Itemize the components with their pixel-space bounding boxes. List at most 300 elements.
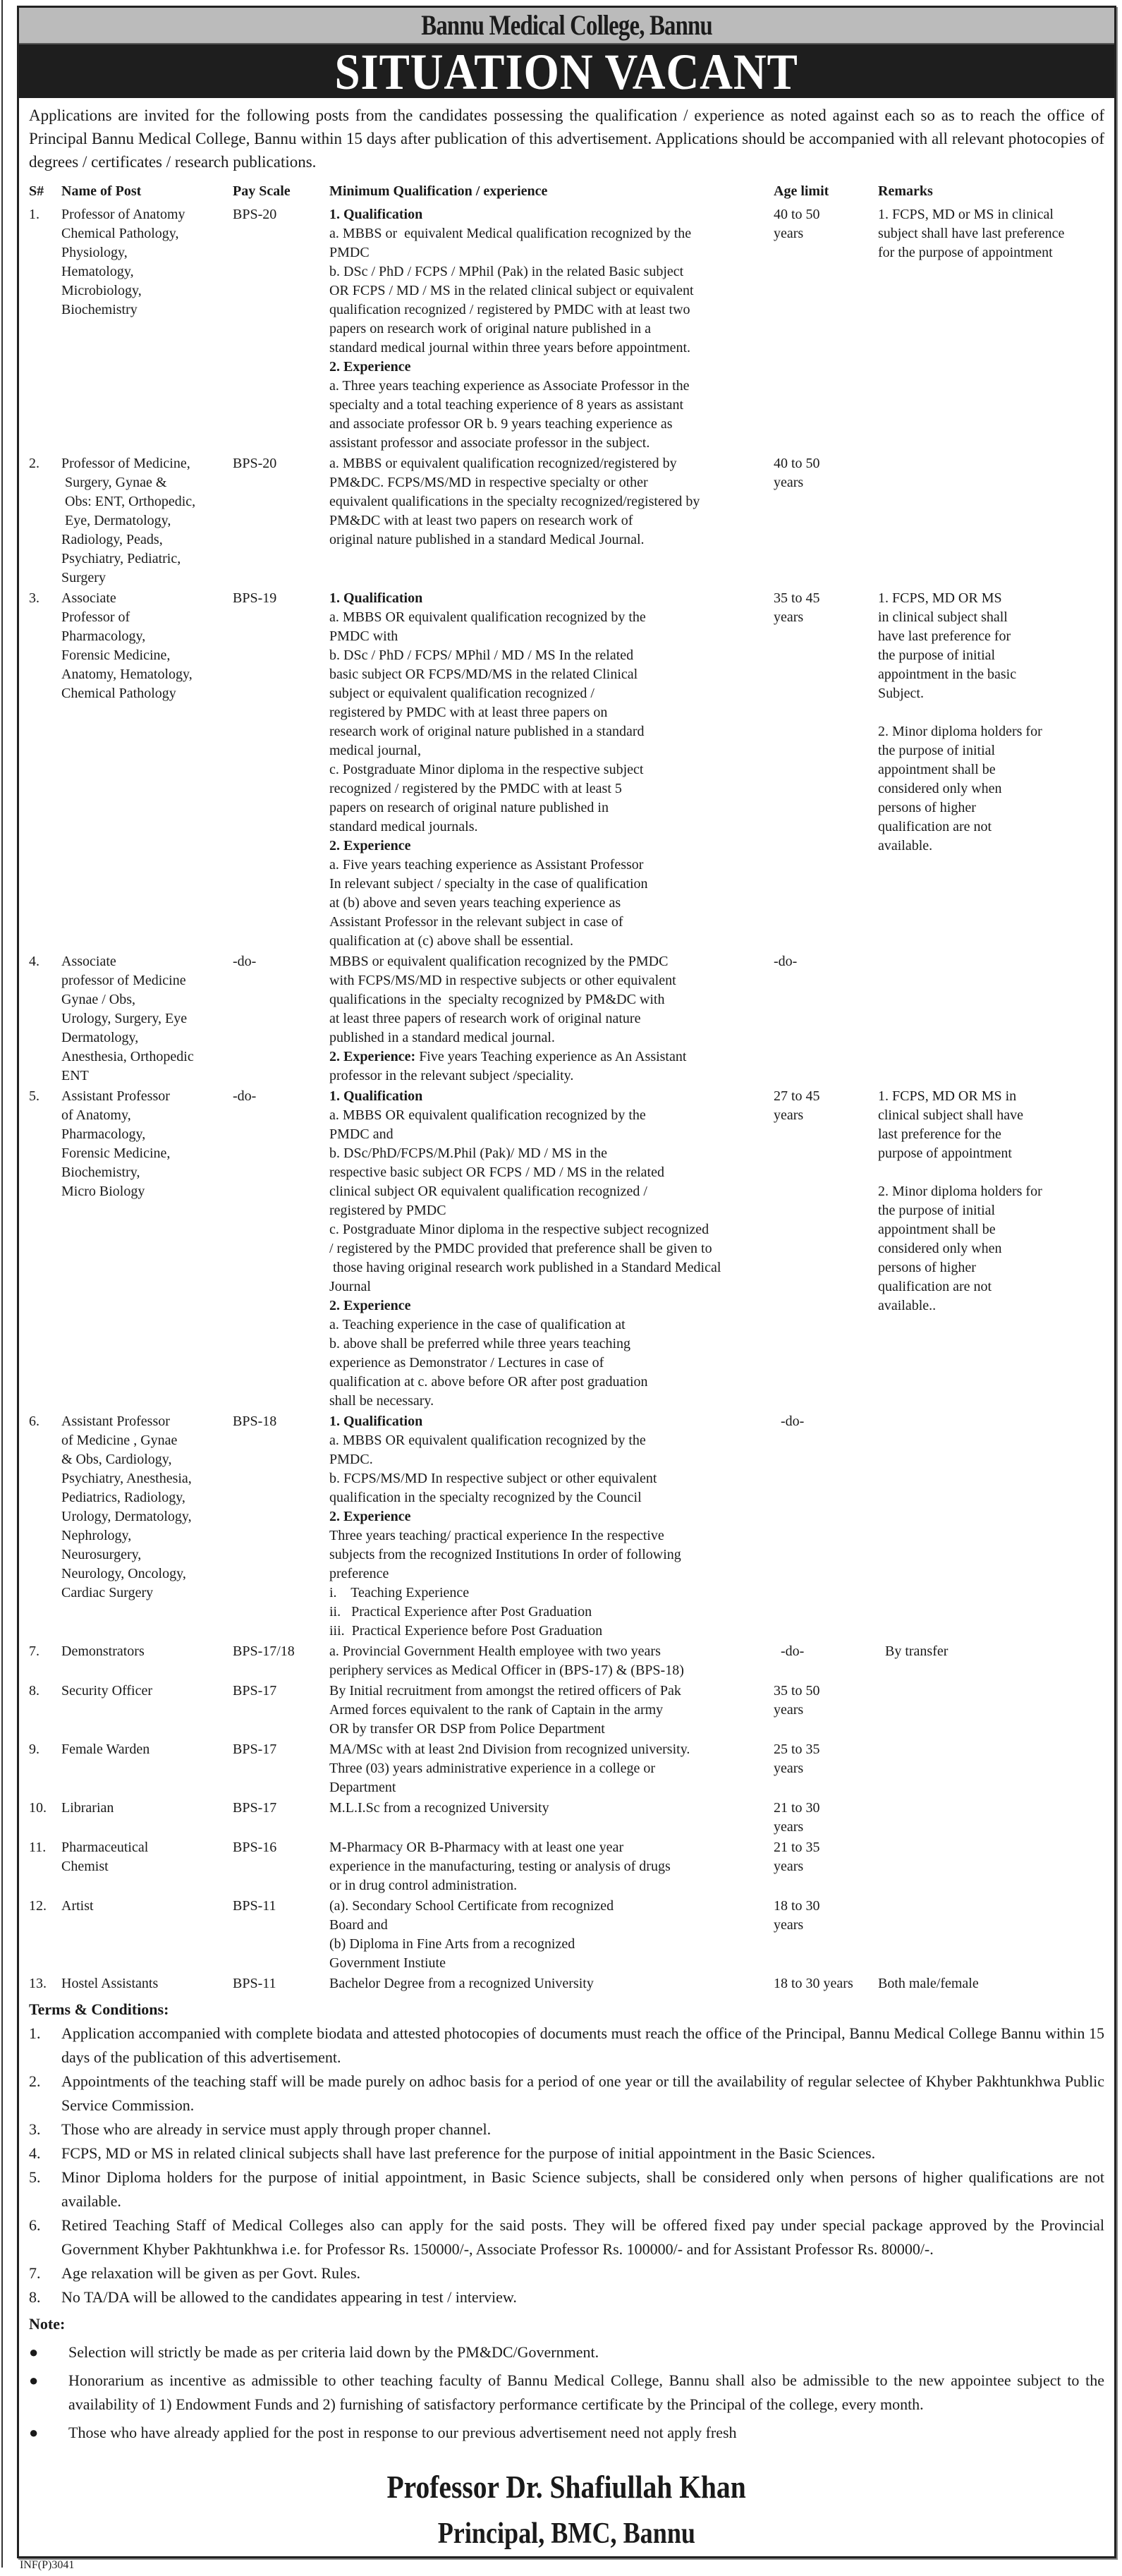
table-row [19, 205, 1114, 453]
qualification-line: respective basic subject OR FCPS / MD / MS in the related [329, 1165, 664, 1180]
post-name-line: Assistant Professor [61, 1414, 170, 1429]
cell-qualification [329, 1682, 774, 1739]
post-name-line: ENT [61, 1068, 89, 1083]
post-name-line: Surgery, Gynae & [61, 475, 167, 490]
terms-item-number: 2. [29, 2072, 41, 2090]
qualification-line: By Initial recruitment from amongst the retired officers of Pak [329, 1683, 681, 1699]
remarks-line: the purpose of initial [878, 648, 996, 663]
cell-age-limit [774, 1897, 878, 1973]
remarks-line: 2. Minor diploma holders for [878, 1184, 1042, 1199]
cell-qualification [329, 454, 774, 588]
remarks-line: the purpose of initial [878, 1203, 996, 1218]
qualification-line: b. DSc/PhD/FCPS/M.Phil (Pak)/ MD / MS in the [329, 1146, 607, 1161]
post-name-line: Professor of Medicine, [61, 456, 190, 471]
post-name-line: Forensic Medicine, [61, 648, 171, 663]
institution-header [19, 8, 1114, 44]
terms-item [29, 2285, 1104, 2309]
age-limit-line: 21 to 30 [774, 1800, 820, 1816]
cell-remarks [878, 1642, 1090, 1680]
remarks-line: available. [878, 838, 933, 853]
cell-sn: 1. [29, 207, 39, 222]
qualification-line: Board and [329, 1917, 388, 1933]
cell-post-name [61, 589, 233, 951]
cell-remarks [878, 1740, 1090, 1797]
banner-title: SITUATION VACANT [334, 44, 799, 100]
post-name-line: Microbiology, [61, 283, 142, 298]
qualification-subheading: 2. Experience [329, 838, 411, 853]
signatory-name: Professor Dr. Shafiullah Khan [386, 2469, 747, 2505]
cell-qualification [329, 1897, 774, 1973]
cell-age-limit [774, 1799, 878, 1837]
post-name-line: Neurology, Oncology, [61, 1566, 186, 1581]
post-name-line: Artist [61, 1898, 94, 1914]
qualification-line: professor in the relevant subject /speciality. [329, 1068, 574, 1083]
cell-remarks [878, 1087, 1090, 1411]
table-header-row [19, 182, 1114, 201]
cell-age-limit [774, 589, 878, 951]
qualification-subheading: 2. Experience [329, 359, 411, 375]
qualification-line: papers on research of original nature published in [329, 800, 609, 815]
remarks-line: available.. [878, 1298, 937, 1313]
qualification-line: qualifications in the specialty recognized by PM&DC with [329, 992, 665, 1007]
post-name-line: Psychiatry, Anesthesia, [61, 1471, 192, 1486]
note-item-text: Those who have already applied for the post in response to our previous advertisement need not apply fresh [68, 2424, 737, 2441]
qualification-line: a. Teaching experience in the case of qualification at [329, 1317, 626, 1332]
cell-sn: 7. [29, 1644, 39, 1659]
remarks-spacer [878, 703, 1090, 722]
col-header-name: Name of Post [61, 183, 142, 199]
qualification-line: ii. Practical Experience after Post Graduation [329, 1604, 592, 1620]
signatory-title: Principal, BMC, Bannu [437, 2517, 696, 2550]
qualification-line: a. Five years teaching experience as Assistant Professor [329, 857, 644, 873]
qualification-line: preference [329, 1566, 389, 1581]
post-name-line: Anatomy, Hematology, [61, 667, 193, 682]
qualification-line: recognized / registered by the PMDC with at least 5 [329, 781, 622, 796]
terms-item-text: No TA/DA will be allowed to the candidates appearing in test / interview. [61, 2288, 517, 2306]
terms-item-number: 7. [29, 2264, 41, 2282]
qualification-line: registered by PMDC [329, 1203, 446, 1218]
qualification-line: basic subject OR FCPS/MD/MS in the related Clinical [329, 667, 638, 682]
note-section [19, 2309, 1114, 2445]
terms-item [29, 2118, 1104, 2141]
post-name-line: Associate [61, 954, 116, 969]
remarks-line: last preference for the [878, 1126, 1001, 1142]
age-limit-line: -do- [774, 1414, 805, 1429]
age-limit-line: years [774, 1107, 804, 1123]
qualification-line: experience as Demonstrator / Lectures in case of [329, 1355, 604, 1371]
terms-item [29, 2141, 1104, 2165]
post-name-line: Eye, Dermatology, [61, 513, 171, 528]
qualification-line: equivalent qualifications in the specialty recognized/registered by [329, 494, 700, 509]
terms-item [29, 2165, 1104, 2213]
terms-item-number: 5. [29, 2168, 41, 2186]
qualification-subheading: 2. Experience [329, 1509, 411, 1524]
qualification-line: Three (03) years administrative experience in a college or [329, 1761, 656, 1776]
cell-post-name [61, 1897, 233, 1973]
table-row [19, 1412, 1114, 1641]
cell-pay-scale: BPS-20 [233, 456, 277, 471]
post-name-line: Hostel Assistants [61, 1976, 159, 1991]
qualification-line: shall be necessary. [329, 1393, 434, 1409]
remarks-line: Both male/female [878, 1976, 979, 1991]
cell-post-name [61, 205, 233, 453]
bullet-icon: ● [29, 2343, 39, 2361]
qualification-line: PMDC with [329, 628, 398, 644]
age-limit-line: 35 to 50 [774, 1683, 820, 1699]
remarks-line: the purpose of initial [878, 743, 996, 758]
qualification-line: or in drug control administration. [329, 1878, 518, 1893]
post-name-line: Forensic Medicine, [61, 1146, 171, 1161]
posts-table [19, 182, 1114, 1993]
cell-age-limit [774, 454, 878, 588]
qualification-line: original nature published in a standard Medical Journal. [329, 532, 645, 547]
cell-pay-scale: BPS-17 [233, 1800, 277, 1816]
cell-qualification [329, 1087, 774, 1411]
age-limit-line: 27 to 45 [774, 1088, 820, 1104]
age-limit-line: years [774, 1859, 804, 1874]
qualification-line: (a). Secondary School Certificate from recognized [329, 1898, 614, 1914]
post-name-line: Gynae / Obs, [61, 992, 135, 1007]
qualification-line: Government Instiute [329, 1955, 446, 1971]
post-name-line: Chemical Pathology [61, 686, 176, 701]
cell-pay-scale: BPS-11 [233, 1898, 276, 1914]
cell-post-name [61, 454, 233, 588]
cell-sn: 8. [29, 1683, 39, 1699]
cell-pay-scale: -do- [233, 954, 257, 969]
remarks-line: 1. FCPS, MD OR MS in [878, 1088, 1017, 1104]
remarks-line: 1. FCPS, MD or MS in clinical [878, 207, 1054, 222]
post-name-line: Physiology, [61, 245, 128, 260]
col-header-qualification: Minimum Qualification / experience [329, 183, 548, 199]
qualification-subheading: 1. Qualification [329, 1088, 423, 1104]
post-name-line: Psychiatry, Pediatric, [61, 551, 181, 566]
cell-post-name [61, 1740, 233, 1797]
post-name-line: Urology, Surgery, Eye [61, 1011, 188, 1026]
cell-pay-scale: BPS-19 [233, 590, 277, 606]
qualification-line: medical journal, [329, 743, 421, 758]
table-row [19, 1897, 1114, 1973]
qualification-line: Assistant Professor in the relevant subject in case of [329, 914, 623, 930]
qualification-line: papers on research work of original nature published in a [329, 321, 651, 336]
cell-remarks [878, 1838, 1090, 1895]
post-name-line: of Medicine , Gynae [61, 1433, 178, 1448]
table-row [19, 1838, 1114, 1895]
qualification-subheading: 1. Qualification [329, 207, 423, 222]
qualification-line: assistant professor and associate professor in the subject. [329, 435, 650, 451]
bullet-icon: ● [29, 2424, 39, 2441]
post-name-line: Pharmacology, [61, 628, 146, 644]
signature-block [19, 2466, 1114, 2555]
age-limit-line: -do- [774, 1644, 805, 1659]
cell-sn: 6. [29, 1414, 39, 1429]
age-limit-line: 18 to 30 years [774, 1976, 853, 1991]
cell-qualification [329, 205, 774, 453]
table-row [19, 1087, 1114, 1411]
note-item-text: Honorarium as incentive as admissible to other teaching faculty of Bannu Medical College, Bannu shall also be admissible to the new appointee subject to the availability of 1) Endowment Funds and 2) furnishing of satisfactory performance certificate by the Principal of the college, every month. [68, 2371, 1104, 2413]
age-limit-line: 40 to 50 [774, 207, 820, 222]
remarks-line: By transfer [878, 1644, 949, 1659]
terms-item [29, 2213, 1104, 2261]
qualification-line: c. Postgraduate Minor diploma in the respective subject recognized [329, 1222, 709, 1237]
remarks-line: persons of higher [878, 1260, 976, 1275]
note-heading: Note: [29, 2315, 66, 2333]
age-limit-line: years [774, 475, 804, 490]
qualification-line: experience in the manufacturing, testing or analysis of drugs [329, 1859, 671, 1874]
remarks-line: purpose of appointment [878, 1146, 1012, 1161]
cell-pay-scale: BPS-17 [233, 1742, 277, 1757]
post-name-line: Radiology, Peads, [61, 532, 163, 547]
qualification-line: / registered by the PMDC provided that preference shall be given to [329, 1241, 712, 1256]
note-item [29, 2369, 1104, 2417]
age-limit-line: 40 to 50 [774, 456, 820, 471]
qualification-line: b. DSc / PhD / FCPS / MPhil (Pak) in the related Basic subject [329, 264, 684, 279]
table-row [19, 1642, 1114, 1680]
age-limit-line: -do- [774, 954, 798, 969]
qualification-line: MA/MSc with at least 2nd Division from recognized university. [329, 1742, 690, 1757]
qualification-line: subject or equivalent qualification recognized / [329, 686, 594, 701]
cell-sn: 4. [29, 954, 39, 969]
cell-post-name [61, 1412, 233, 1641]
qualification-line: a. MBBS OR equivalent qualification recognized by the [329, 609, 646, 625]
cell-age-limit [774, 1974, 878, 1993]
qualification-line: a. MBBS OR equivalent qualification recognized by the [329, 1433, 646, 1448]
age-limit-line: years [774, 609, 804, 625]
qualification-line: registered by PMDC with at least three papers on [329, 705, 608, 720]
cell-pay-scale: BPS-16 [233, 1840, 277, 1855]
cell-age-limit [774, 1838, 878, 1895]
qualification-line: qualification at (c) above shall be essential. [329, 933, 573, 949]
age-limit-line: years [774, 1761, 804, 1776]
qualification-line: OR by transfer OR DSP from Police Department [329, 1721, 605, 1737]
qualification-text: Five years Teaching experience as An Assistant [419, 1049, 687, 1064]
qualification-line: those having original research work published in a Standard Medical [329, 1260, 721, 1275]
post-name-line: Demonstrators [61, 1644, 145, 1659]
terms-item [29, 2070, 1104, 2118]
remarks-spacer [878, 1163, 1090, 1182]
cell-qualification [329, 589, 774, 951]
post-name-line: Associate [61, 590, 116, 606]
qualification-line: Journal [329, 1279, 371, 1294]
cell-age-limit [774, 205, 878, 453]
cell-sn: 10. [29, 1800, 47, 1816]
table-row [19, 1974, 1114, 1993]
qualification-line: PMDC. [329, 1452, 373, 1467]
age-limit-line: years [774, 226, 804, 241]
qualification-line: PM&DC with at least two papers on research work of [329, 513, 633, 528]
age-limit-line: 21 to 35 [774, 1840, 820, 1855]
qualification-line: subjects from the recognized Institutions In order of following [329, 1547, 681, 1562]
remarks-line: 2. Minor diploma holders for [878, 724, 1042, 739]
qualification-line: specialty and a total teaching experience of 8 years as assistant [329, 397, 684, 413]
terms-item [29, 2022, 1104, 2070]
cell-post-name [61, 1642, 233, 1680]
remarks-line: for the purpose of appointment [878, 245, 1053, 260]
post-name-line: Female Warden [61, 1742, 150, 1757]
terms-item-text: Those who are already in service must apply through proper channel. [61, 2120, 492, 2138]
cell-remarks [878, 205, 1090, 453]
cell-remarks [878, 454, 1090, 588]
remarks-line: subject shall have last preference [878, 226, 1065, 241]
qualification-line: a. MBBS or equivalent Medical qualification recognized by the [329, 226, 692, 241]
table-row [19, 1682, 1114, 1739]
cell-remarks [878, 1412, 1090, 1641]
qualification-line: a. MBBS OR equivalent qualification recognized by the [329, 1107, 646, 1123]
remarks-line: appointment shall be [878, 762, 996, 777]
remarks-line: considered only when [878, 781, 1002, 796]
qualification-line: c. Postgraduate Minor diploma in the respective subject [329, 762, 644, 777]
bullet-icon: ● [29, 2371, 39, 2389]
terms-item-number: 6. [29, 2216, 41, 2234]
cell-pay-scale: BPS-18 [233, 1414, 277, 1429]
advertisement-frame [17, 6, 1116, 2558]
post-name-line: Biochemistry [61, 302, 138, 317]
terms-item-text: Retired Teaching Staff of Medical Colleges also can apply for the said posts. They will be offered fixed pay under special package approved by the Provincial Government Khyber Pakhtunkhwa i.e. for Professor Rs. 150000/-, Associate Professor Rs. 100000/- and for Assistant Professor Rs. 80000/-. [61, 2216, 1104, 2258]
cell-pay-scale: BPS-20 [233, 207, 277, 222]
cell-post-name [61, 1838, 233, 1895]
cell-qualification [329, 952, 774, 1086]
qualification-subheading: 2. Experience [329, 1298, 411, 1313]
cell-remarks [878, 1682, 1090, 1739]
terms-list [29, 2022, 1104, 2309]
cell-post-name [61, 1974, 233, 1993]
terms-item-number: 3. [29, 2120, 41, 2138]
qualification-subheading: 1. Qualification [329, 590, 423, 606]
remarks-line: persons of higher [878, 800, 976, 815]
qualification-line: OR FCPS / MD / MS in the related clinical subject or equivalent [329, 283, 694, 298]
qualification-line: M.L.I.Sc from a recognized University [329, 1800, 549, 1816]
post-name-line: Chemical Pathology, [61, 226, 179, 241]
banner-header [19, 44, 1114, 98]
col-header-sn: S# [29, 183, 44, 199]
post-name-line: Pharmacology, [61, 1126, 146, 1142]
age-limit-line: 18 to 30 [774, 1898, 820, 1914]
remarks-line: qualification are not [878, 819, 992, 834]
remarks-line: have last preference for [878, 628, 1011, 644]
cell-age-limit [774, 1642, 878, 1680]
age-limit-line: years [774, 1917, 804, 1933]
qualification-line: Bachelor Degree from a recognized University [329, 1976, 594, 1991]
cell-qualification [329, 1642, 774, 1680]
qualification-line: b. DSc / PhD / FCPS/ MPhil / MD / MS In the related [329, 648, 634, 663]
cell-age-limit [774, 952, 878, 1086]
cell-post-name [61, 1087, 233, 1411]
table-row [19, 1740, 1114, 1797]
remarks-line: considered only when [878, 1241, 1002, 1256]
post-name-line: Hematology, [61, 264, 134, 279]
qualification-line: a. MBBS or equivalent qualification recognized/registered by [329, 456, 677, 471]
remarks-line: Subject. [878, 686, 924, 701]
remarks-line: clinical subject shall have [878, 1107, 1024, 1123]
reference-number: INF(P)3041 [20, 2559, 75, 2571]
post-name-line: of Anatomy, [61, 1107, 131, 1123]
post-name-line: Professor of [61, 609, 130, 625]
col-header-pay-scale: Pay Scale [233, 183, 291, 199]
qualification-line: qualification recognized / registered by PMDC with at least two [329, 302, 690, 317]
post-name-line: professor of Medicine [61, 973, 186, 988]
table-body [19, 205, 1114, 1993]
cell-remarks [878, 1974, 1090, 1993]
col-header-remarks: Remarks [878, 183, 933, 199]
qualification-line: Armed forces equivalent to the rank of Captain in the army [329, 1702, 664, 1718]
cell-remarks [878, 1799, 1090, 1837]
terms-item-text: Appointments of the teaching staff will be made purely on adhoc basis for a period of one year or till the availability of regular selectee of Khyber Pakhtunkhwa Public Service Commission. [61, 2072, 1104, 2114]
remarks-line: in clinical subject shall [878, 609, 1008, 625]
table-row [19, 1799, 1114, 1837]
post-name-line: Obs: ENT, Orthopedic, [61, 494, 196, 509]
qualification-line: published in a standard medical journal. [329, 1030, 555, 1045]
cell-remarks [878, 952, 1090, 1086]
terms-item-text: Application accompanied with complete biodata and attested photocopies of documents must reach the office of the Principal, Bannu Medical College Bannu within 15 days of the publication of this advertisement. [61, 2024, 1104, 2066]
post-name-line: Nephrology, [61, 1528, 132, 1543]
qualification-line: MBBS or equivalent qualification recognized by the PMDC [329, 954, 669, 969]
post-name-line: Pharmaceutical [61, 1840, 149, 1855]
qualification-line: (b) Diploma in Fine Arts from a recognized [329, 1936, 575, 1952]
note-item [29, 2421, 1104, 2445]
terms-item-text: Age relaxation will be given as per Govt. Rules. [61, 2264, 361, 2282]
cell-pay-scale: BPS-17 [233, 1683, 277, 1699]
qualification-line: In relevant subject / specialty in the case of qualification [329, 876, 648, 892]
remarks-line: qualification are not [878, 1279, 992, 1294]
post-name-line: & Obs, Cardiology, [61, 1452, 172, 1467]
post-name-line: Dermatology, [61, 1030, 139, 1045]
post-name-line: Cardiac Surgery [61, 1585, 154, 1600]
cell-sn: 13. [29, 1976, 47, 1991]
post-name-line: Professor of Anatomy [61, 207, 185, 222]
qualification-line: a. Provincial Government Health employee with two years [329, 1644, 661, 1659]
terms-item-text: Minor Diploma holders for the purpose of initial appointment, in Basic Science subjects, shall be considered only when persons of higher qualifications are not available. [61, 2168, 1104, 2210]
qualification-subheading: 1. Qualification [329, 1414, 423, 1429]
post-name-line: Surgery [61, 570, 106, 585]
qualification-line: Department [329, 1780, 396, 1795]
remarks-line: 1. FCPS, MD OR MS [878, 590, 1002, 606]
qualification-line: a. Three years teaching experience as Associate Professor in the [329, 378, 690, 394]
qualification-line [329, 1047, 767, 1067]
qualification-lead: 2. Experience: [329, 1049, 416, 1064]
qualification-line: periphery services as Medical Officer in (BPS-17) & (BPS-18) [329, 1663, 684, 1678]
cell-sn: 5. [29, 1088, 39, 1104]
intro-paragraph: Applications are invited for the following posts from the candidates possessing the qualification / experience as noted against each so as to reach the office of Principal Bannu Medical College, Bannu within 15 days after publication of this advertisement. Applications should be accompanied with all relevant photocopies of degrees / certificates / research publications. [29, 107, 1104, 171]
cell-post-name [61, 1799, 233, 1837]
post-name-line: Librarian [61, 1800, 114, 1816]
qualification-line: research work of original nature published in a standard [329, 724, 645, 739]
qualification-line: PMDC and [329, 1126, 394, 1142]
post-name-line: Urology, Dermatology, [61, 1509, 192, 1524]
cell-qualification [329, 1974, 774, 1993]
cell-pay-scale: -do- [233, 1088, 257, 1104]
cell-sn: 11. [29, 1840, 47, 1855]
cell-sn: 3. [29, 590, 39, 606]
qualification-line: PMDC [329, 245, 370, 260]
cell-age-limit [774, 1412, 878, 1641]
age-limit-line: 25 to 35 [774, 1742, 820, 1757]
qualification-line: with FCPS/MS/MD in respective subjects or other equivalent [329, 973, 676, 988]
qualification-line: at least three papers of research work of original nature [329, 1011, 641, 1026]
cell-pay-scale: BPS-17/18 [233, 1644, 295, 1659]
cell-age-limit [774, 1740, 878, 1797]
age-limit-line: years [774, 1702, 804, 1718]
terms-item-number: 4. [29, 2144, 41, 2162]
qualification-line: clinical subject OR equivalent qualification recognized / [329, 1184, 647, 1199]
post-name-line: Security Officer [61, 1683, 153, 1699]
post-name-line: Anesthesia, Orthopedic [61, 1049, 194, 1064]
post-name-line: Assistant Professor [61, 1088, 170, 1104]
terms-heading: Terms & Conditions: [29, 2000, 169, 2018]
qualification-line: qualification in the specialty recognized by the Council [329, 1490, 642, 1505]
table-row [19, 454, 1114, 588]
note-item [29, 2340, 1104, 2364]
age-limit-line: 35 to 45 [774, 590, 820, 606]
terms-item-number: 1. [29, 2024, 41, 2042]
